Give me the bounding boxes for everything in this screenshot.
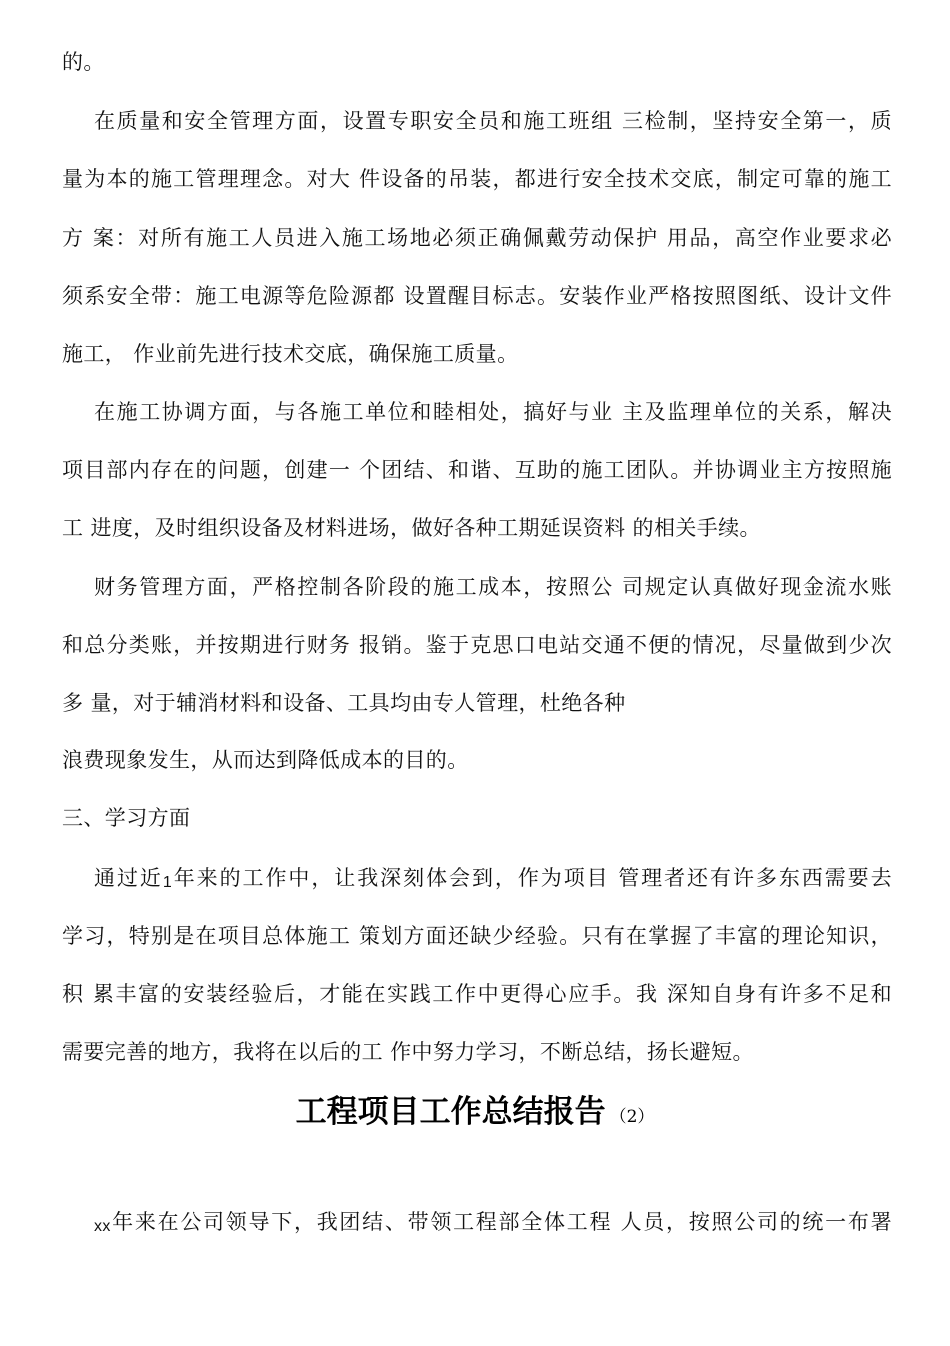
text-line xyxy=(94,864,892,895)
text-line: 方 案：对所有施工人员进入施工场地必须正确佩戴劳动保护 用品，高空作业要求必 xyxy=(62,226,892,250)
report-title xyxy=(0,1090,950,1139)
text-line: 和总分类账，并按期进行财务 报销。鉴于克思口电站交通不便的情况，尽量做到少次 xyxy=(62,633,892,657)
text-line: 工 进度，及时组织设备及材料进场，做好各种工期延误资料 的相关手续。 xyxy=(62,516,761,540)
placeholder-xx: xx xyxy=(94,1218,111,1235)
text-line: 需要完善的地方，我将在以后的工 作中努力学习，不断总结，扬长避短。 xyxy=(62,1040,754,1064)
text-line: 多 量，对于辅消材料和设备、工具均由专人管理，杜绝各种 xyxy=(62,691,626,715)
text-line: 量为本的施工管理理念。对大 件设备的吊装，都进行安全技术交底，制定可靠的施工 xyxy=(62,167,892,191)
text-line: 积 累丰富的安装经验后，才能在实践工作中更得心应手。我 深知自身有许多不足和 xyxy=(62,982,892,1006)
text-line: 的。 xyxy=(62,50,105,74)
report-title-suffix: （2） xyxy=(609,1107,655,1127)
text-line: 施工， 作业前先进行技术交底，确保施工质量。 xyxy=(62,342,519,366)
text-line: 学习，特别是在项目总体施工 策划方面还缺少经验。只有在掌握了丰富的理论知识， xyxy=(62,924,892,948)
text-line: 浪费现象发生，从而达到降低成本的目的。 xyxy=(62,748,469,772)
text-line: 项目部内存在的问题，创建一 个团结、和谐、互助的施工团队。并协调业主方按照施 xyxy=(62,458,892,482)
text-fragment: 通过近 xyxy=(94,866,163,890)
text-line: 须系安全带：施工电源等危险源都 设置醒目标志。安装作业严格按照图纸、设计文件 xyxy=(62,284,892,308)
text-fragment: 年来的工作中，让我深刻体会到，作为项目 管理者还有许多东西需要去 xyxy=(172,866,892,890)
report-title-main: 工程项目工作总结报告 xyxy=(295,1094,606,1130)
text-line: 在施工协调方面，与各施工单位和睦相处，搞好与业 主及监理单位的关系，解决 xyxy=(94,400,892,424)
text-line: 财务管理方面，严格控制各阶段的施工成本，按照公 司规定认真做好现金流水账 xyxy=(94,575,892,599)
text-line: 在质量和安全管理方面，设置专职安全员和施工班组 三检制，坚持安全第一，质 xyxy=(94,109,892,133)
text-line xyxy=(94,1208,892,1239)
section-heading: 三、学习方面 xyxy=(62,806,191,830)
text-fragment: 年来在公司领导下，我团结、带领工程部全体工程 人员，按照公司的统一布署 xyxy=(110,1210,892,1234)
number-inline: 1 xyxy=(162,874,173,891)
